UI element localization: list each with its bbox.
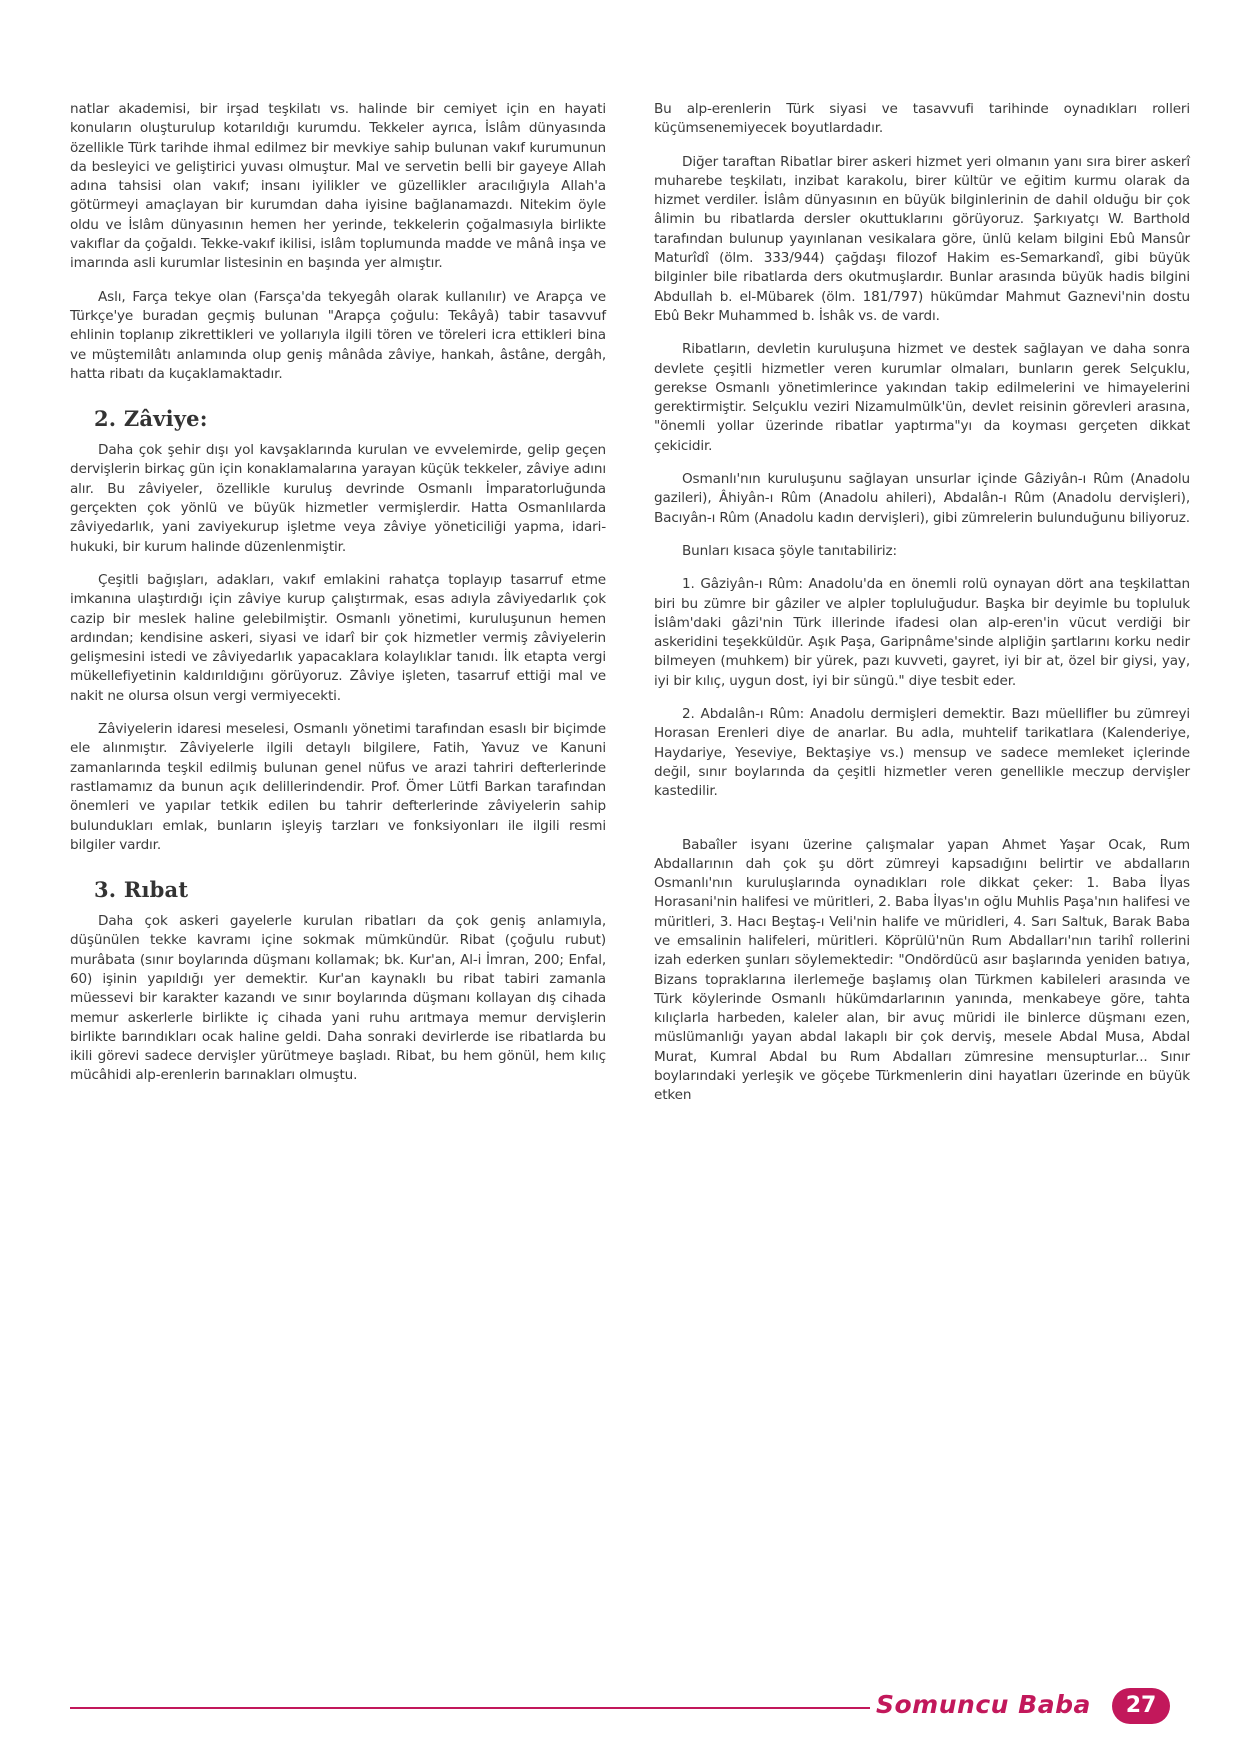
page-number-badge: 27 — [1112, 1688, 1170, 1724]
section-heading-zaviye: 2. Zâviye: — [94, 406, 208, 432]
magazine-brand: Somuncu Baba — [876, 1690, 1091, 1719]
spacer — [654, 816, 1190, 836]
paragraph: Aslı, Farça tekye olan (Farsça'da tekyegâh olarak kullanılır) ve Arapça ve Türkçe'ye buradan geçmiş bulunan "Arapça çoğulu: Tekâyâ) tabir tasavvuf ehlinin toplanıp zikrettikleri ve yollarıyla ilgili tören ve töreleri icra ettikleri bina ve müştemilâtı anlamında olup geniş mânâda zâviye, hankah, âstâne, dergâh, hatta ribatı da kuçaklamaktadır. — [70, 288, 606, 382]
paragraph: Diğer taraftan Ribatlar birer askeri hizmet yeri olmanın yanı sıra birer askerî muharebe teşkilatı, inzibat karakolu, birer kültür ve eğitim kurmu olarak da hizmet verdiler. İslâm dünyasının en büyük bilginlerinin de dahil olduğu bir çok âlimin bu ribatlarda dersler okuttuklarını görüyoruz. Şarkıyatçı W. Barthold tarafından bulunup yayınlanan vesikalara göre, ünlü kelam bilgini Ebû Mansûr Maturîdî (ölm. 333/944) çağdaşı filozof Hakim es-Semarkandî, gibi büyük bilginler bile ribatlarda ders okutmuşlardır. Bunlar arasında büyük hadis bilgini Abdullah b. el-Mübarek (ölm. 181/797) hükümdar Mahmut Gaznevi'nin dostu Ebû Bekr Muhammed b. İshâk vs. de vardı. — [654, 153, 1190, 324]
paragraph: Daha çok askeri gayelerle kurulan ribatları da çok geniş anlamıyla, düşünülen tekke kavramı içine sokmak mümkündür. Ribat (çoğulu rubut) murâbata (sınır boylarında düşmanı kollamak; bk. Kur'an, Al-i İmran, 200; Enfal, 60) işinin yapıldığı yer demektir. Kur'an kaynaklı bu ribat tabiri zamanla müessevi bir karakter kazandı ve sınır boylarında düşmanı kollayan dış cihada memur askerlerle birlikte iç cihada yani ruhu arıtmaya memur dervişlerin birlikte barındıkları ocak haline geldi. Daha sonraki devirlerde ise ribatlarda bu ikili görevi sadece dervişler yürütmeye başladı. Ribat, bu hem gönül, hem kılıç mücâhidi alp-erenlerin barınakları olmuştu. — [70, 913, 606, 1084]
paragraph: Ribatların, devletin kuruluşuna hizmet ve destek sağlayan ve daha sonra devlete çeşitli hizmetler veren kurumlar olmaları, bunların gerek Selçuklu, gerekse Osmanlı yönetimlerince yakından takip edilmelerini ve himayelerini gerektirmiştir. Selçuklu veziri Nizamulmülk'ün, devlet reisinin görevleri arasına, "önemli yollar üzerinde ribatlar yaptırma"yı da koyması gerçeten dikkat çekicidir. — [654, 341, 1190, 454]
footer-rule — [70, 1707, 870, 1709]
paragraph: 2. Abdalân-ı Rûm: Anadolu dermişleri demektir. Bazı müellifler bu zümreyi Horasan Erenleri diye de anarlar. Bu adla, muhtelif tarikatlara (Kalenderiye, Haydariye, Yeseviye, Bektaşiye vs.) mensup ve sadece memleket içlerinde değil, sınır boylarında da çeşitli hizmetler veren genellikle meczup dervişler kastedilir. — [654, 706, 1190, 800]
paragraph: Çeşitli bağışları, adakları, vakıf emlakini rahatça toplayıp tasarruf etme imkanına ulaştırdığı için zâviye kurup çalıştırmak, esas adıyla zâviyedarlık çok cazip bir meslek haline gelebilmiştir. Osmanlı yönetimi, kuruluşunun hemen ardından; kendisine askeri, siyasi ve idarî bir çok hizmetler vermiş zâviyelerin gelişmesini istedi ve zâviyedarlık yapacaklara kolaylıklar tanıdı. İlk etapta vergi mükellefiyetinin kaldırıldığını görüyoruz. Zâviye işleten, tasarruf ettiği mal ve nakit ne olursa olsun vergi vermiyecekti. — [70, 571, 606, 704]
section-heading-ribat: 3. Rıbat — [94, 877, 189, 903]
paragraph: Osmanlı'nın kuruluşunu sağlayan unsurlar içinde Gâziyân-ı Rûm (Anadolu gazileri), Âhiyân-ı Rûm (Anadolu ahileri), Abdalân-ı Rûm (Anadolu dervişleri), Bacıyân-ı Rûm (Anadolu kadın dervişleri), gibi zümrelerin bulunduğunu biliyoruz. — [654, 471, 1190, 526]
paragraph: Zâviyelerin idaresi meselesi, Osmanlı yönetimi tarafından esaslı bir biçimde ele alınmıştır. Zâviyelerle ilgili detaylı bilgilere, Fatih, Yavuz ve Kanuni zamanlarında teşkil edilmiş bulunan genel nüfus ve arazi tahriri defterlerinde rastlamamız da bunun açık delillerindendir. Prof. Ömer Lütfi Barkan tarafından önemleri ve yapılar tetkik edilen bu tahrir defterlerinde zâviyelerin sahip bulundukları emlak, bunların işleyiş tarzları ve fonksiyonları ile ilgili resmi bilgiler vardır. — [70, 721, 606, 853]
paragraph: Bu alp-erenlerin Türk siyasi ve tasavvufi tarihinde oynadıkları rolleri küçümsenemiyecek boyutlardadır. — [654, 101, 1190, 137]
paragraph: Daha çok şehir dışı yol kavşaklarında kurulan ve evvelemirde, gelip geçen dervişlerin birkaç gün için konaklamalarına yarayan küçük tekkeler, zâviye adını alır. Bu zâviyeler, özellikle kuruluş devrinde Osmanlı İmparatorluğunda gerçekten çok yönlü ve büyük hizmetler vermişlerdir. Hatta Osmanlılarda zâviyedarlık, yani zaviyekurup işletme veya zâviye yöneticiliği yapma, idari-hukuki, bir kurum halinde düzenlenmiştir. — [70, 442, 606, 555]
left-column — [70, 100, 606, 1100]
paragraph: natlar akademisi, bir irşad teşkilatı vs. halinde bir cemiyet için en hayati konuların oluşturulup kotarıldığı kurumdu. Tekkeler ayrıca, İslâm dünyasında özellikle Türk tarihde ihmal edilmez bir mevkiye sahip bulunan vakıf kurumunun da besleyici ve geliştirici yuvası olmuştur. Mal ve servetin belli bir gayeye Allah adına tahsisi olan vakıf; insanı iyilikler ve güzellikler aracılığıyla Allah'a götürmeyi amaçlayan bir kurumdan daha iyisine bağlanamazdı. Nitekim öyle oldu ve İslâm dünyasının hemen her yerinde, tekkelerin çoğalmasıyla birlikte vakıflar da çoğaldı. Tekke-vakıf ikilisi, islâm toplumunda madde ve mânâ inşa ve imarında asli kurumlar listesinin en başında yer almıştır. — [70, 101, 606, 272]
paragraph: Babaîler isyanı üzerine çalışmalar yapan Ahmet Yaşar Ocak, Rum Abdallarının dah çok şu dört zümreyi kapsadığını belirtir ve abdalların Osmanlı'nın kuruluşlarında oynadıkları role dikkat çeker: 1. Baba İlyas Horasani'nin halifesi ve müritleri, 2. Baba İlyas'ın oğlu Muhlis Paşa'nın halifesi ve müritleri, 3. Hacı Beştaş-ı Veli'nin halife ve müridleri, 4. Sarı Saltuk, Barak Baba ve emsalinin halifeleri, müritleri. Köprülü'nün Rum Abdalları'nın tarihî rollerini izah ederken şunları söylemektedir: "Ondördücü asır başlarında yeniden batıya, Bizans topraklarına ilerlemeğe başlamış olan Türkmen kabileleri arasında ve Türk köylerinde Osmanlı hükümdarlarının yanında, menkabeye göre, tahta kılıçlarla harbeden, kaleler alan, bir avuç müridi ile binlerce düşmanı ezen, müslümanlığı yayan abdal lakaplı bir çok derviş, mesele Abdal Musa, Abdal Murat, Kumral Abdal bu Rum Abdalları zümresine mensupturlar... Sınır boylarındaki yerleşik ve göçebe Türkmenlerin dini hayatları üzerinde en büyük etken — [654, 836, 1190, 1104]
paragraph: Bunları kısaca şöyle tanıtabiliriz: — [682, 542, 897, 559]
paragraph: 1. Gâziyân-ı Rûm: Anadolu'da en önemli rolü oynayan dört ana teşkilattan biri bu zümre bir gâziler ve alpler topluluğudur. Başka bir deyimle bu topluluk İslâm'daki gâzi'nin Türk illerinde ifadesi olan alp-eren'in vücut verdiği bir askeridini teşekküldür. Aşık Paşa, Garipnâme'sinde alpliğin şartlarını korku nedir bilmeyen (muhkem) bir yürek, pazı kuvveti, gayret, iyi bir at, özel bir giysi, yay, iyi bir kılıç, uygun dost, iyi bir süngü." diye tesbit eder. — [654, 576, 1190, 689]
right-column — [654, 100, 1190, 1120]
